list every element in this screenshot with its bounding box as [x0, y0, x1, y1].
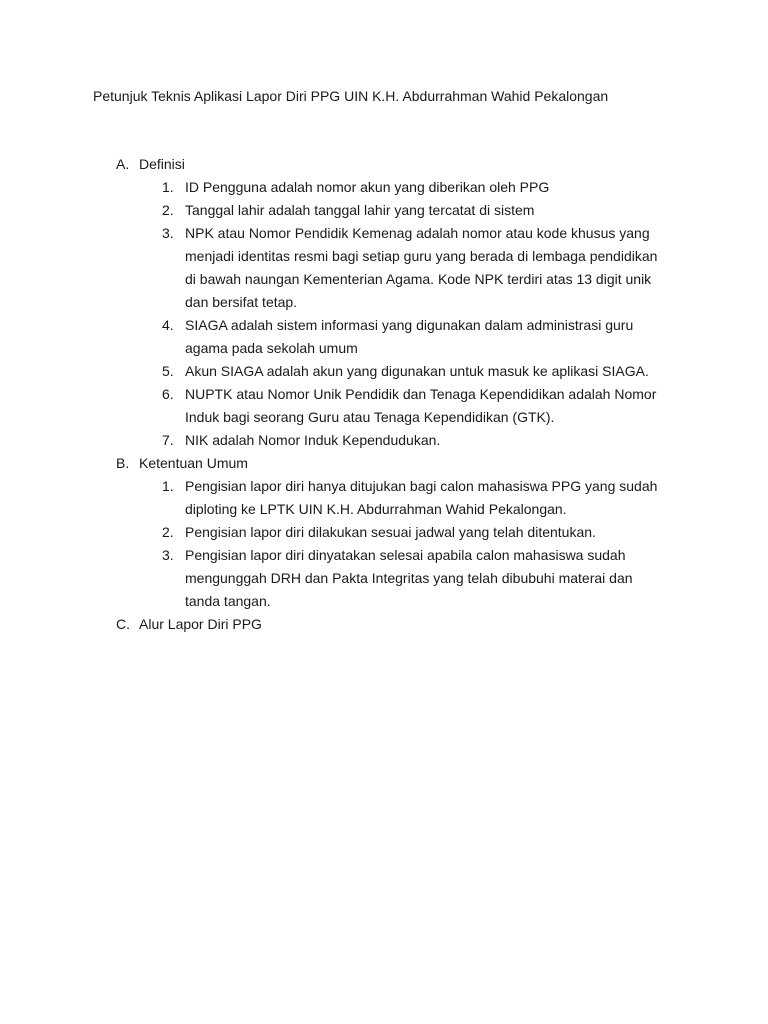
item-text: Akun SIAGA adalah akun yang digunakan untuk masuk ke aplikasi SIAGA. — [185, 363, 649, 379]
item-text: Pengisian lapor diri dilakukan sesuai jadwal yang telah ditentukan. — [185, 524, 596, 540]
outline-list — [0, 153, 768, 636]
list-item — [0, 176, 665, 199]
list-item — [0, 521, 665, 544]
list-item — [0, 544, 665, 613]
document-title: Petunjuk Teknis Aplikasi Lapor Diri PPG UIN K.H. Abdurrahman Wahid Pekalongan — [93, 88, 609, 104]
section-letter: C. — [116, 616, 130, 632]
section-letter: B. — [116, 455, 130, 471]
list-item — [0, 222, 665, 314]
item-text: ID Pengguna adalah nomor akun yang diberikan oleh PPG — [185, 179, 550, 195]
item-text: NIK adalah Nomor Induk Kependudukan. — [185, 432, 441, 448]
section-heading — [0, 452, 768, 475]
section-label: Alur Lapor Diri PPG — [139, 616, 262, 632]
item-text: Pengisian lapor diri hanya ditujukan bagi calon mahasiswa PPG yang sudah diploting ke LPTK UIN K.H. Abdurrahman Wahid Pekalongan. — [185, 478, 658, 517]
list-item — [0, 314, 665, 360]
item-number: 3. — [162, 547, 174, 563]
item-number: 6. — [162, 386, 174, 402]
section-letter: A. — [116, 156, 130, 172]
section-heading — [0, 153, 768, 176]
section-alur-lapor-diri — [0, 613, 768, 636]
section-definisi — [0, 153, 768, 452]
item-number: 2. — [162, 202, 174, 218]
section-heading — [0, 613, 768, 636]
item-number: 7. — [162, 432, 174, 448]
definition-list — [0, 176, 768, 452]
list-item — [0, 429, 665, 452]
item-number: 1. — [162, 478, 174, 494]
item-text: NPK atau Nomor Pendidik Kemenag adalah nomor atau kode khusus yang menjadi identitas resmi bagi setiap guru yang berada di lembaga pendidikan di bawah naungan Kementerian Agama. Kode NPK terdiri atas 13 digit unik dan bersifat tetap. — [185, 225, 658, 310]
provisions-list — [0, 475, 768, 613]
item-text: Pengisian lapor diri dinyatakan selesai apabila calon mahasiswa sudah mengunggah DRH dan Pakta Integritas yang telah dibubuhi materai dan tanda tangan. — [185, 547, 633, 609]
list-item — [0, 360, 665, 383]
list-item — [0, 475, 665, 521]
item-number: 5. — [162, 363, 174, 379]
list-item — [0, 199, 665, 222]
section-label: Ketentuan Umum — [139, 455, 248, 471]
item-number: 1. — [162, 179, 174, 195]
item-text: NUPTK atau Nomor Unik Pendidik dan Tenaga Kependidikan adalah Nomor Induk bagi seorang Guru atau Tenaga Kependidikan (GTK). — [185, 386, 657, 425]
section-ketentuan-umum — [0, 452, 768, 613]
item-number: 3. — [162, 225, 174, 241]
item-number: 2. — [162, 524, 174, 540]
item-text: SIAGA adalah sistem informasi yang digunakan dalam administrasi guru agama pada sekolah umum — [185, 317, 634, 356]
list-item — [0, 383, 665, 429]
item-number: 4. — [162, 317, 174, 333]
item-text: Tanggal lahir adalah tanggal lahir yang tercatat di sistem — [185, 202, 535, 218]
section-label: Definisi — [139, 156, 185, 172]
